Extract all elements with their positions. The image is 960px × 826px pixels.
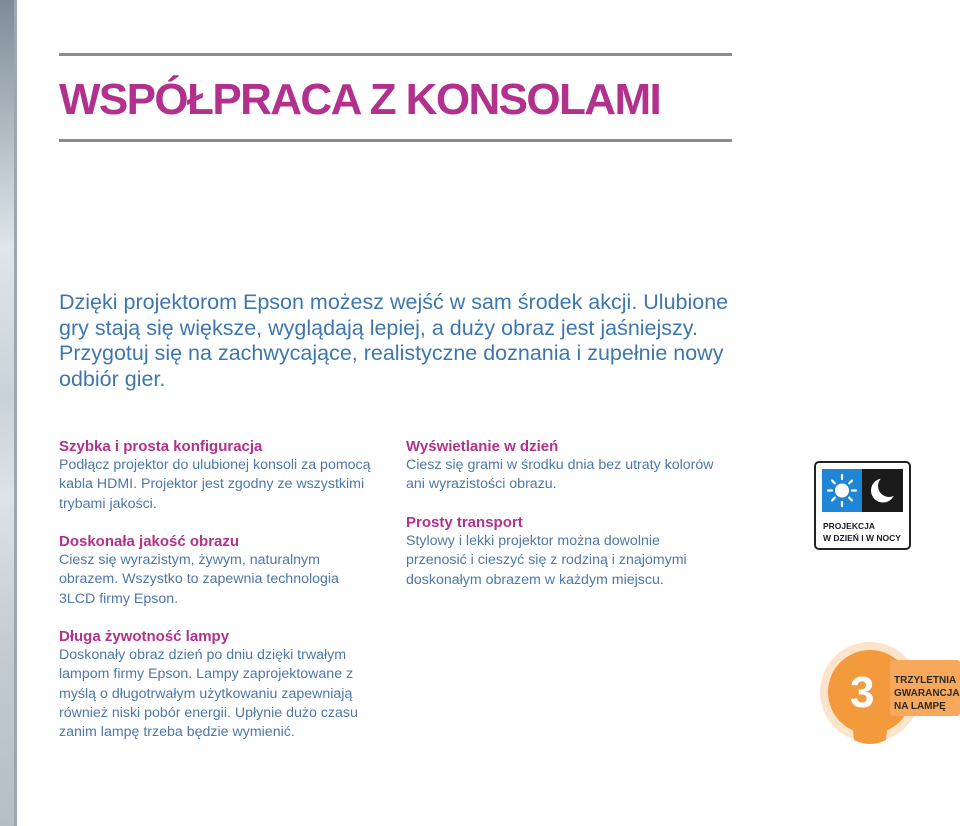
warranty-line3: NA LAMPĘ	[894, 701, 946, 712]
warranty-line2: GWARANCJA	[894, 688, 960, 699]
feature-image-quality	[59, 532, 379, 609]
feature-daylight	[406, 437, 736, 495]
feature-heading: Szybka i prosta konfiguracja	[59, 438, 263, 455]
title-underline-rule	[59, 139, 732, 142]
feature-lamp-life	[59, 627, 379, 742]
feature-body: Stylowy i lekki projektor można dowolnie przenosić i cieszyć się z rodziną i znajomymi doskonałym obrazem w każdym miejscu.	[406, 533, 687, 588]
intro-paragraph: Dzięki projektorom Epson możesz wejść w sam środek akcji. Ulubione gry stają się większe, wyglądają lepiej, a duży obraz jest jaśniejszy. Przygotuj się na zachwycające, realistyczne doznania i zupełnie nowy odbiór gier.	[59, 290, 729, 391]
day-night-badge-line2: W DZIEŃ I W NOCY	[823, 533, 901, 543]
feature-body: Ciesz się wyrazistym, żywym, naturalnym obrazem. Wszystko to zapewnia technologia 3LCD firmy Epson.	[59, 552, 339, 607]
sun-moon-icon	[822, 469, 903, 512]
feature-transport	[406, 513, 711, 590]
feature-heading: Prosty transport	[406, 514, 523, 531]
feature-heading: Długa żywotność lampy	[59, 628, 230, 645]
background-photo-strip	[0, 0, 17, 826]
feature-body: Podłącz projektor do ulubionej konsoli za pomocą kabla HDMI. Projektor jest zgodny ze wszystkimi trybami jakości.	[59, 457, 371, 512]
feature-quick-setup	[59, 437, 392, 514]
lamp-warranty-badge	[812, 640, 960, 750]
feature-heading: Doskonała jakość obrazu	[59, 533, 240, 550]
day-night-badge-label	[823, 520, 901, 544]
warranty-line1: TRZYLETNIA	[894, 675, 957, 686]
feature-heading: Wyświetlanie w dzień	[406, 438, 559, 455]
day-night-projection-badge	[814, 461, 911, 550]
day-night-badge-line1: PROJEKCJA	[823, 521, 875, 531]
feature-body: Doskonały obraz dzień po dniu dzięki trwałym lampom firmy Epson. Lampy zaprojektowane z myślą o długotrwałym użytkowaniu zapewniają również niski pobór energii. Upłynie dużo czasu zanim lampę trzeba będzie wymienić.	[59, 647, 358, 741]
page-title: WSPÓŁPRACA Z KONSOLAMI	[59, 75, 661, 124]
warranty-years: 3	[850, 668, 875, 717]
feature-body: Ciesz się grami w środku dnia bez utraty kolorów ani wyrazistości obrazu.	[406, 457, 714, 493]
top-rule	[59, 53, 732, 56]
warranty-label	[894, 674, 960, 713]
